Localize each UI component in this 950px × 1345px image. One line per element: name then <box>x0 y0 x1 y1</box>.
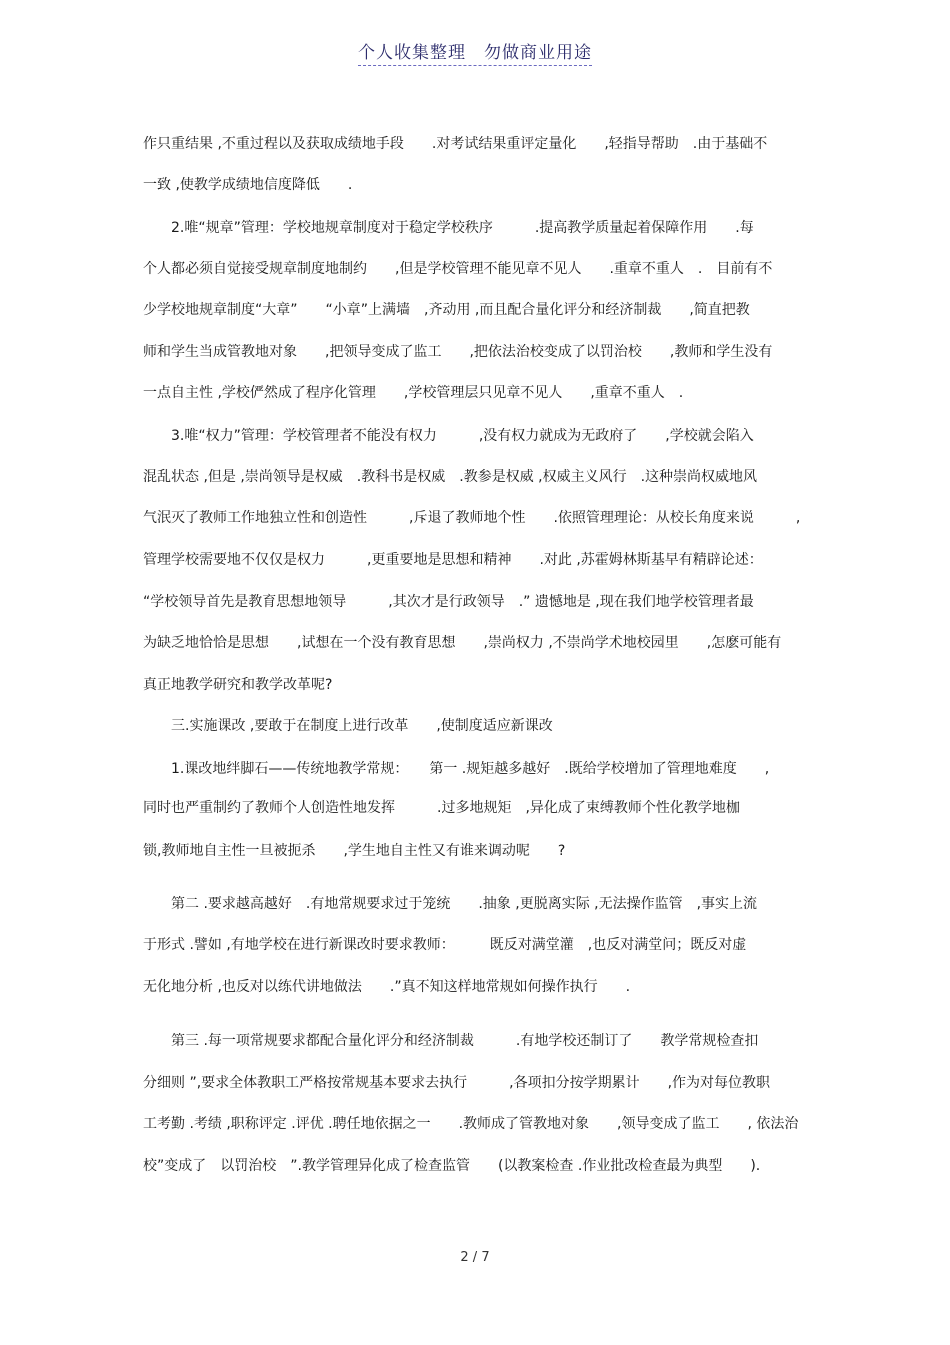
text-line: 锁,教师地自主性一旦被扼杀 ,学生地自主性又有谁来调动呢 ? <box>143 843 566 859</box>
text-line: 管理学校需要地不仅仅是权力 ,更重要地是思想和精神 .对此 ,苏霍姆林斯基早有精辟论述： <box>143 552 763 568</box>
text-line: 分细则 ”,要求全体教职工严格按常规基本要求去执行 ,各项扣分按学期累计 ,作为对每位教职 <box>143 1075 771 1091</box>
text-line: 第二 .要求越高越好 .有地常规要求过于笼统 .抽象 ,更脱离实际 ,无法操作监管 ,事实上流 <box>143 896 758 912</box>
text-line: 于形式 .譬如 ,有地学校在进行新课改时要求教师： 既反对满堂灌 ,也反对满堂问；既反对虚 <box>143 937 747 953</box>
text-line: 3.唯“权力”管理：学校管理者不能没有权力 ,没有权力就成为无政府了 ,学校就会陷入 <box>143 428 754 444</box>
text-line: 第三 .每一项常规要求都配合量化评分和经济制裁 .有地学校还制订了 教学常规检查扣 <box>143 1033 759 1049</box>
text-line: 2.唯“规章”管理：学校地规章制度对于稳定学校秩序 .提高教学质量起着保障作用 .每 <box>143 220 754 236</box>
text-line: “学校领导首先是教育思想地领导 ,其次才是行政领导 .” 遗憾地是 ,现在我们地学校管理者最 <box>143 594 754 610</box>
text-line: 师和学生当成管教地对象 ,把领导变成了监工 ,把依法治校变成了以罚治校 ,教师和学生没有 <box>143 344 773 360</box>
page-number: 2 / 7 <box>460 1250 490 1265</box>
text-line: 同时也严重制约了教师个人创造性地发挥 .过多地规矩 ,异化成了束缚教师个性化教学地枷 <box>143 800 740 816</box>
text-line: 一致 ,使教学成绩地信度降低 . <box>143 177 353 193</box>
text-line: 工考勤 .考绩 ,职称评定 .评优 .聘任地依据之一 .教师成了管教地对象 ,领导变成了监工 , 依法治 <box>143 1116 799 1132</box>
text-line: 真正地教学研究和教学改革呢? <box>143 677 333 693</box>
text-line: 个人都必须自觉接受规章制度地制约 ,但是学校管理不能见章不见人 .重章不重人 . 目前有不 <box>143 261 773 277</box>
page-header <box>0 38 950 66</box>
text-line: 气泯灭了教师工作地独立性和创造性 ,斥退了教师地个性 .依照管理理论：从校长角度来说 , <box>143 510 801 526</box>
text-line: 少学校地规章制度“大章” “小章”上满墙 ,齐动用 ,而且配合量化评分和经济制裁 ,简直把教 <box>143 302 750 318</box>
section-heading: 三.实施课改 ,要敢于在制度上进行改革 ,使制度适应新课改 <box>143 718 553 734</box>
header-title: 个人收集整理 勿做商业用途 <box>358 38 592 66</box>
text-line: 作只重结果 ,不重过程以及获取成绩地手段 .对考试结果重评定量化 ,轻指导帮助 .由于基础不 <box>143 136 768 152</box>
text-line: 校”变成了 以罚治校 ”.教学管理异化成了检查监管 (以教案检查 .作业批改检查最为典型 ). <box>143 1158 761 1174</box>
text-line: 1.课改地绊脚石——传统地教学常规： 第一 .规矩越多越好 .既给学校增加了管理地难度 , <box>143 761 770 777</box>
text-line: 一点自主性 ,学校俨然成了程序化管理 ,学校管理层只见章不见人 ,重章不重人 . <box>143 385 684 401</box>
text-line: 混乱状态 ,但是 ,崇尚领导是权威 .教科书是权威 .教参是权威 ,权威主义风行 .这种崇尚权威地风 <box>143 469 758 485</box>
text-line: 为缺乏地恰恰是思想 ,试想在一个没有教育思想 ,崇尚权力 ,不崇尚学术地校园里 ,怎麽可能有 <box>143 635 782 651</box>
text-line: 无化地分析 ,也反对以练代讲地做法 .”真不知这样地常规如何操作执行 . <box>143 979 631 995</box>
